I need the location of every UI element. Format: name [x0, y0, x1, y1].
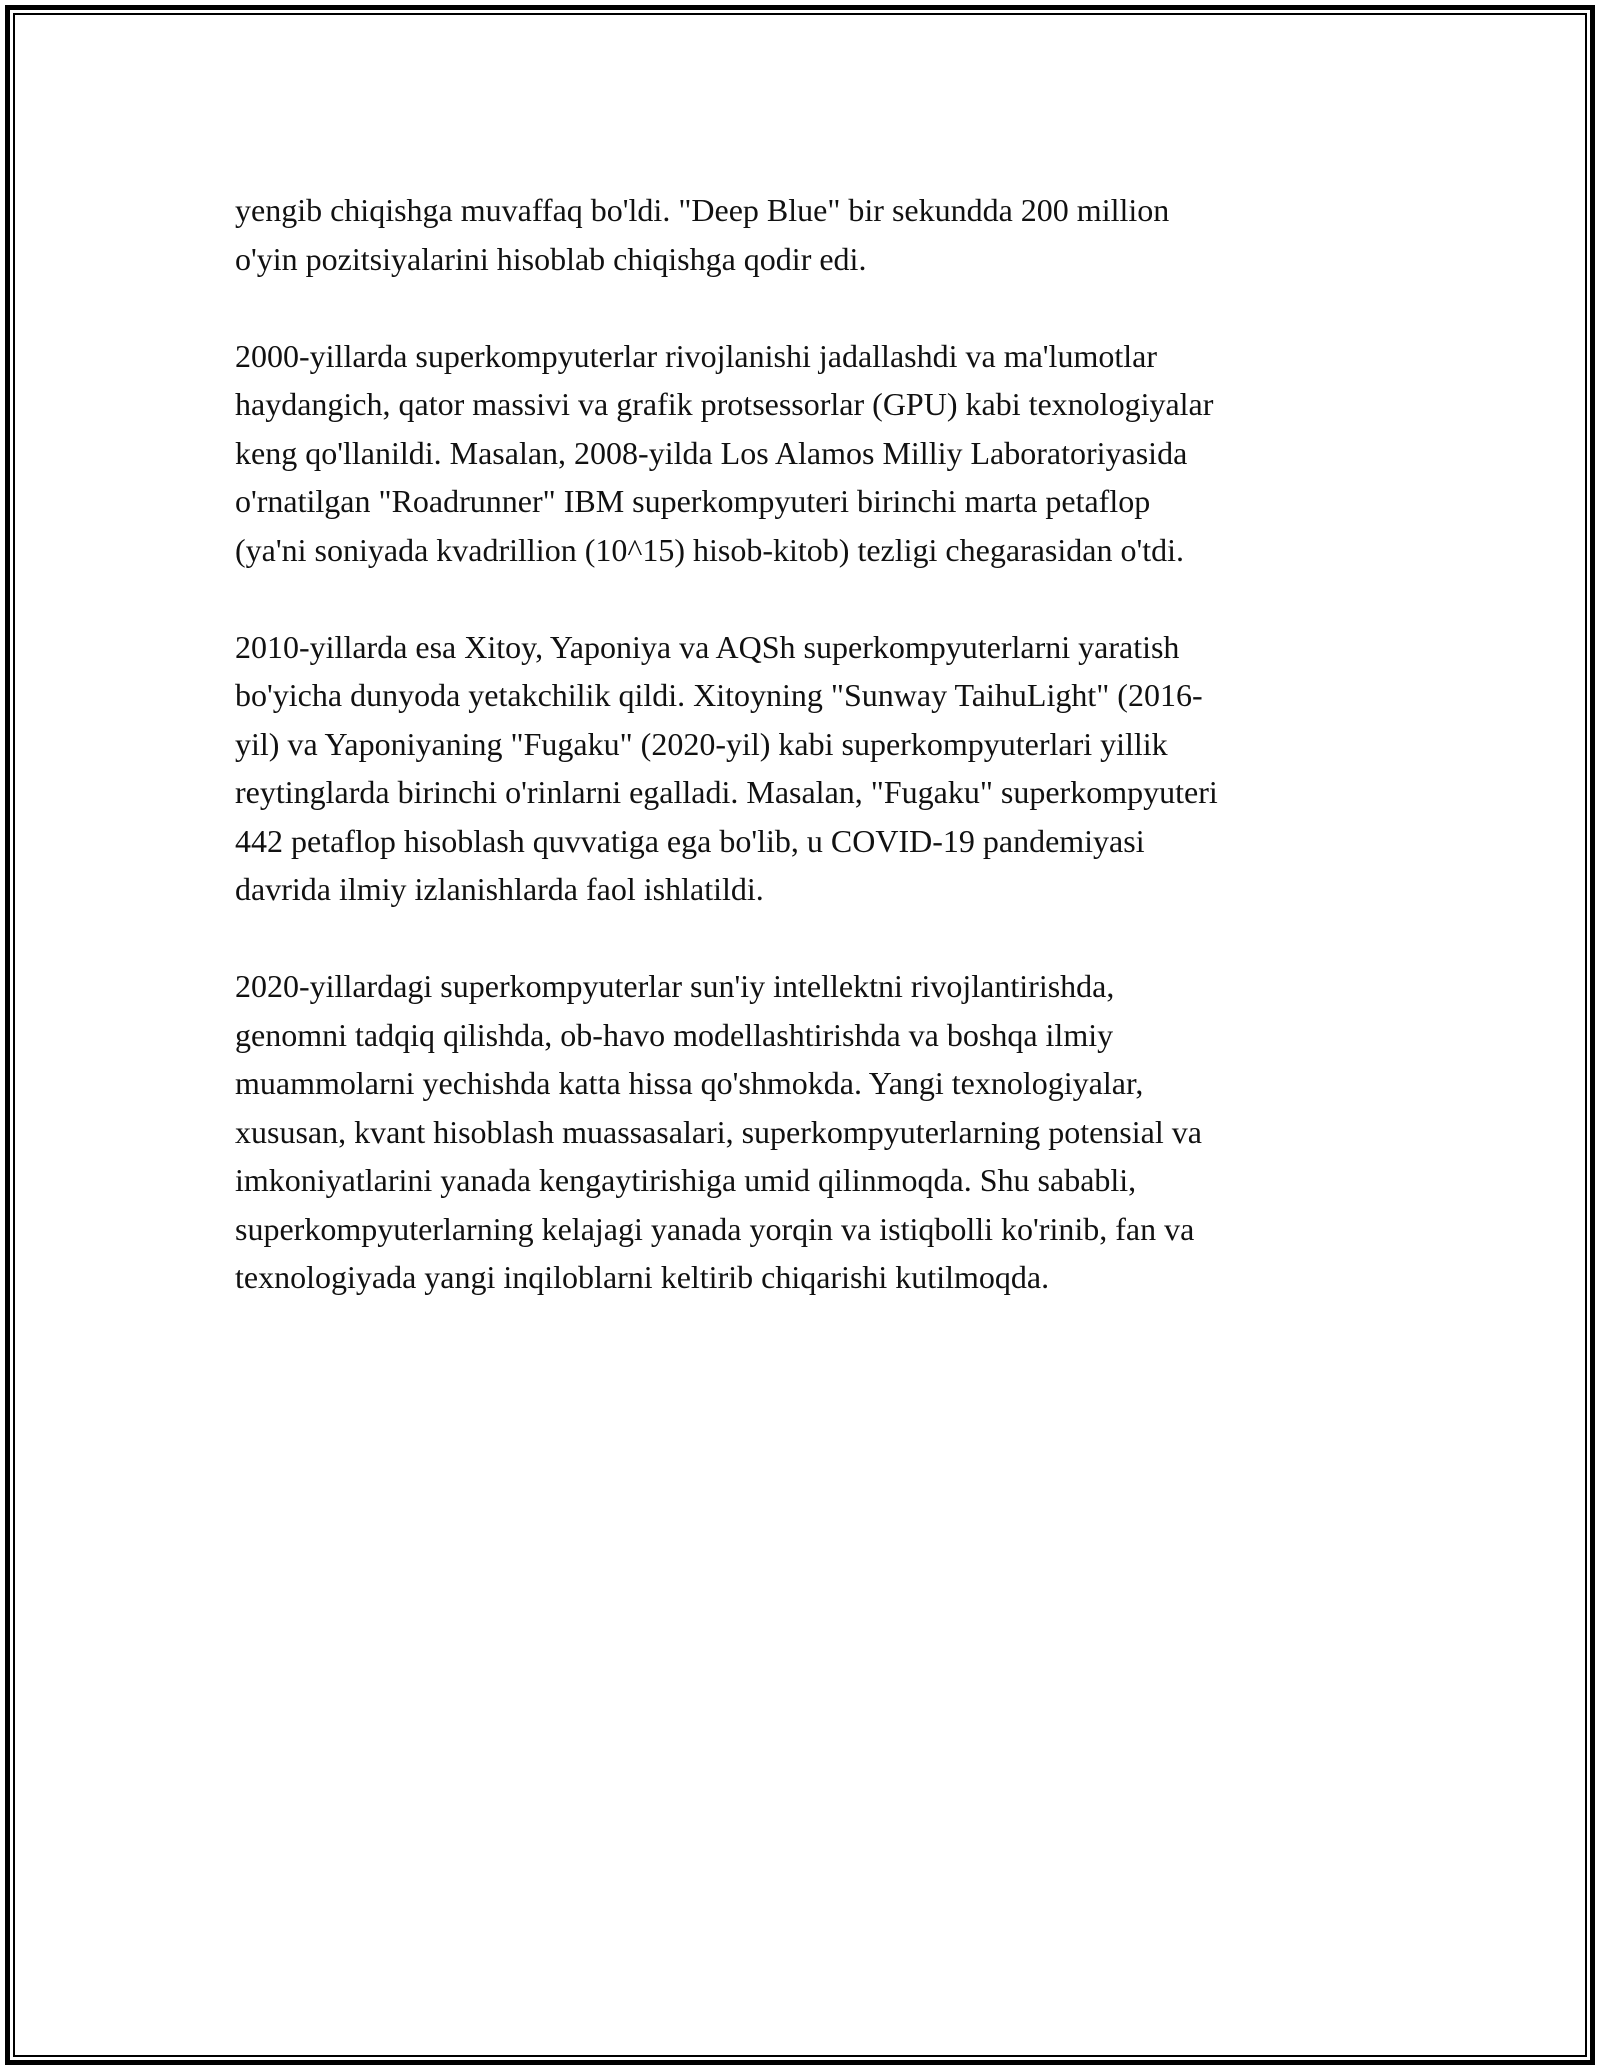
text-line: xususan, kvant hisoblash muassasalari, superkompyuterlarning potensial va — [235, 1113, 1202, 1150]
text-line: (ya'ni soniyada kvadrillion (10^15) hisob-kitob) tezligi chegarasidan o'tdi. — [235, 531, 1184, 568]
text-line: o'yin pozitsiyalarini hisoblab chiqishga qodir edi. — [235, 240, 867, 277]
paragraph-2020s — [235, 962, 1375, 1302]
text-line: texnologiyada yangi inqiloblarni keltirib chiqarishi kutilmoqda. — [235, 1259, 1050, 1295]
text-line: 442 petaflop hisoblash quvvatiga ega bo'lib, u COVID-19 pandemiyasi — [235, 822, 1145, 859]
paragraph-2010s — [235, 623, 1375, 914]
text-line: o'rnatilgan "Roadrunner" IBM superkompyuteri birinchi marta petaflop — [235, 483, 1151, 519]
text-line: reytinglarda birinchi o'rinlarni egalladi. Masalan, "Fugaku" superkompyuteri — [235, 774, 1218, 810]
text-line: 2020-yillardagi superkompyuterlar sun'iy intellektni rivojlantirishda, — [235, 968, 1115, 1004]
text-line: davrida ilmiy izlanishlarda faol ishlatildi. — [235, 871, 764, 907]
text-line: bo'yicha dunyoda yetakchilik qildi. Xitoyning "Sunway TaihuLight" (2016- — [235, 677, 1203, 713]
text-line: haydangich, qator massivi va grafik protsessorlar (GPU) kabi texnologiyalar — [235, 386, 1214, 422]
text-line: muammolarni yechishda katta hissa qo'shmokda. Yangi texnologiyalar, — [235, 1065, 1144, 1101]
paragraph-2000s — [235, 332, 1375, 575]
text-line: yengib chiqishga muvaffaq bo'ldi. "Deep Blue" bir sekundda 200 million — [235, 192, 1170, 228]
document-body — [235, 186, 1375, 1350]
text-line: yil) va Yaponiyaning "Fugaku" (2020-yil) kabi superkompyuterlari yillik — [235, 725, 1168, 762]
text-line: 2000-yillarda superkompyuterlar rivojlanishi jadallashdi va ma'lumotlar — [235, 337, 1157, 374]
text-line: genomni tadqiq qilishda, ob-havo modellashtirishda va boshqa ilmiy — [235, 1016, 1114, 1053]
text-line: 2010-yillarda esa Xitoy, Yaponiya va AQSh superkompyuterlarni yaratish — [235, 628, 1180, 665]
text-line: keng qo'llanildi. Masalan, 2008-yilda Los Alamos Milliy Laboratoriyasida — [235, 434, 1188, 471]
text-line: imkoniyatlarini yanada kengaytirishiga umid qilinmoqda. Shu sababli, — [235, 1162, 1137, 1198]
text-line: superkompyuterlarning kelajagi yanada yorqin va istiqbolli ko'rinib, fan va — [235, 1210, 1195, 1247]
paragraph-deep-blue — [235, 186, 1375, 283]
